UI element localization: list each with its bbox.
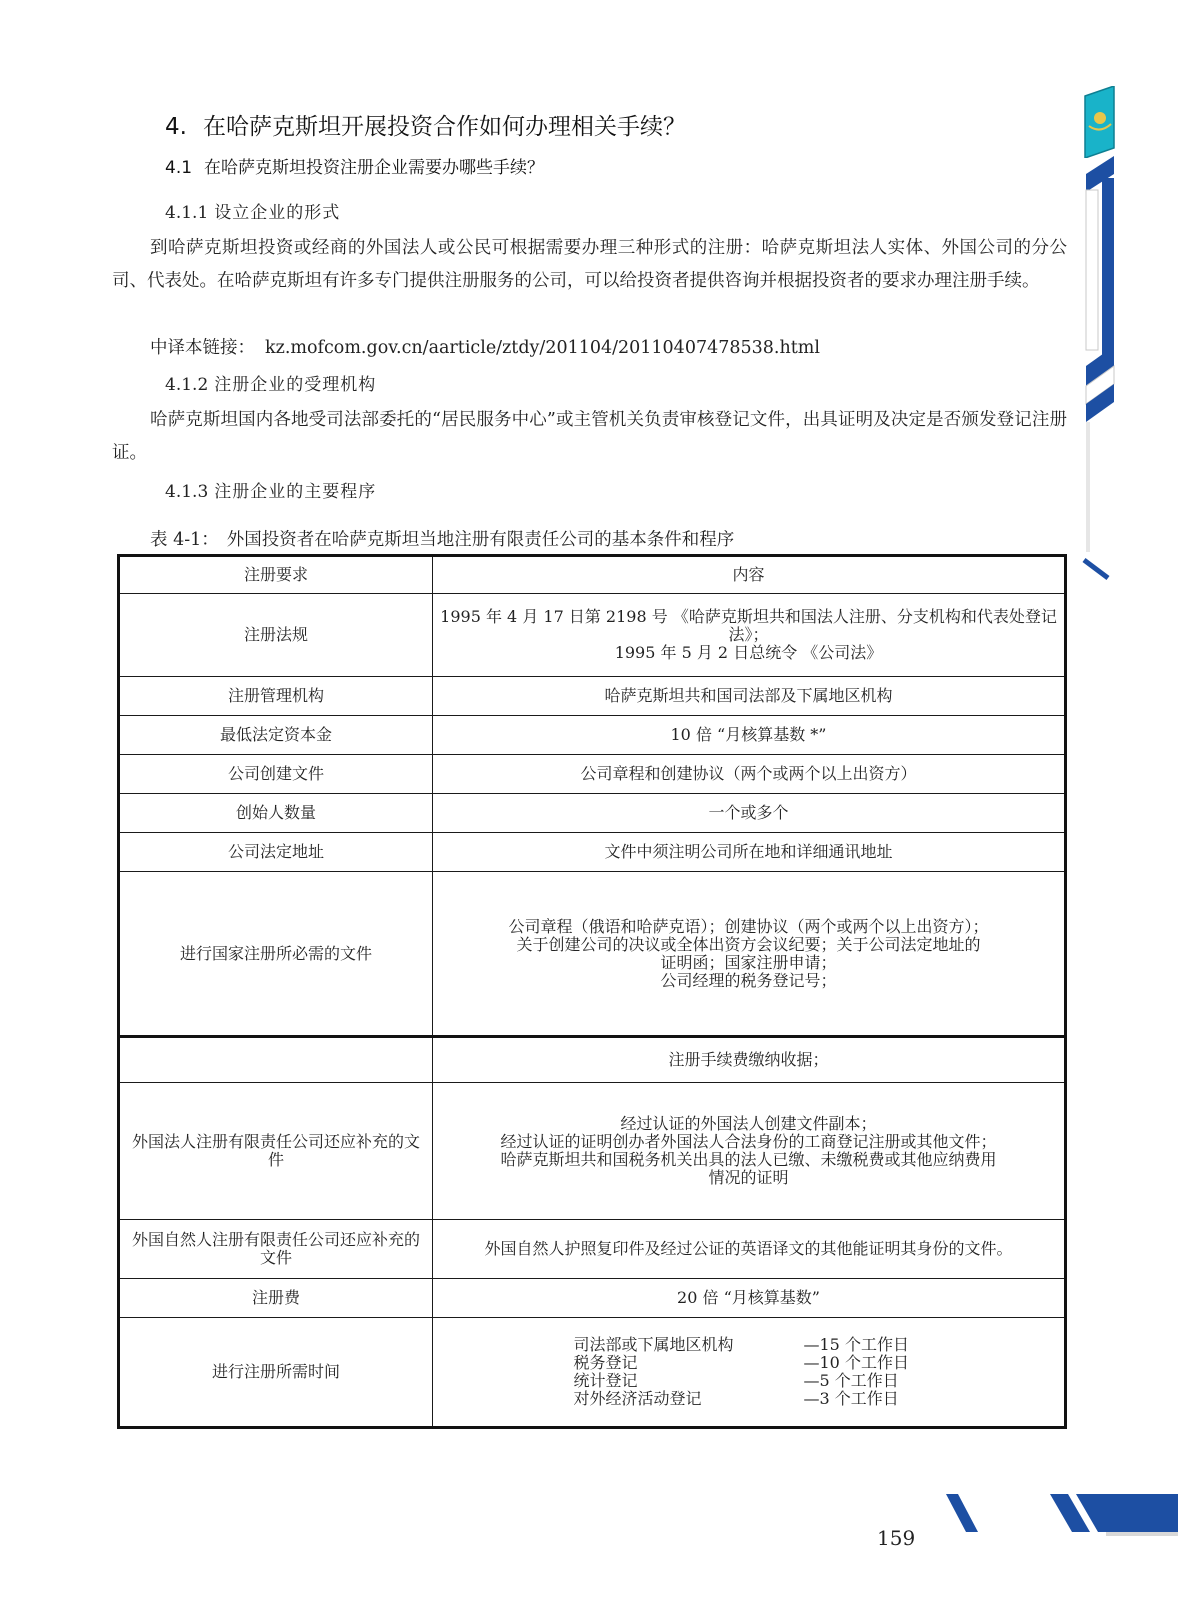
requirement-cell: 外国法人注册有限责任公司还应补充的文件 bbox=[119, 1083, 433, 1220]
requirement-cell bbox=[119, 1037, 433, 1083]
subsection-title: 注册企业的受理机构 bbox=[214, 375, 377, 395]
content-line: 情况的证明 bbox=[708, 1168, 789, 1187]
subsection-title: 设立企业的形式 bbox=[214, 203, 341, 223]
link-label: 中译本链接： bbox=[150, 338, 255, 358]
content-cell bbox=[433, 1083, 1066, 1220]
table-row bbox=[119, 677, 1066, 716]
time-item-org: 对外经济活动登记 bbox=[573, 1389, 702, 1408]
content-line: 经过认证的外国法人创建文件副本； bbox=[620, 1114, 877, 1133]
time-item-org: 税务登记 bbox=[573, 1353, 638, 1372]
table-row bbox=[119, 1083, 1066, 1220]
content-line: 关于创建公司的决议或全体出资方会议纪要；关于公司法定地址的 bbox=[516, 934, 981, 954]
requirement-cell: 创始人数量 bbox=[119, 794, 433, 833]
bottom-blue-stripes-icon bbox=[940, 1488, 1178, 1538]
time-item-days: —15 个工作日 bbox=[803, 1335, 909, 1354]
content-line: 哈萨克斯坦共和国税务机关出具的法人已缴、未缴税费或其他应纳费用 bbox=[500, 1150, 997, 1169]
time-item-org: 统计登记 bbox=[573, 1371, 638, 1390]
section-number: 4.1 bbox=[165, 158, 193, 178]
time-item-days: —3 个工作日 bbox=[803, 1389, 899, 1408]
table-row-processing-time bbox=[119, 1318, 1066, 1428]
time-item-days: —5 个工作日 bbox=[803, 1371, 899, 1390]
paragraph-registration-authority: 哈萨克斯坦国内各地受司法部委托的“居民服务中心”或主管机关负责审核登记文件，出具证明及决定是否颁发登记注册证。 bbox=[112, 410, 1067, 463]
subsection-number: 4.1.1 bbox=[165, 203, 209, 223]
content-cell: 10 倍 “月核算基数 *” bbox=[433, 716, 1066, 755]
content-cell: 公司章程和创建协议（两个或两个以上出资方） bbox=[433, 755, 1066, 794]
paragraph-registration-forms: 到哈萨克斯坦投资或经商的外国法人或公民可根据需要办理三种形式的注册：哈萨克斯坦法人实体、外国公司的分公司、代表处。在哈萨克斯坦有许多专门提供注册服务的公司，可以给投资者提供咨询并根据投资者的要求办理注册手续。 bbox=[112, 238, 1067, 291]
content-line: 1995 年 5 月 2 日总统令 《公司法》 bbox=[614, 643, 883, 662]
content-cell bbox=[433, 594, 1066, 677]
content-line: 证明函；国家注册申请； bbox=[660, 952, 837, 972]
content-line: 公司章程（俄语和哈萨克语）；创建协议（两个或两个以上出资方）； bbox=[508, 916, 989, 936]
content-cell: 一个或多个 bbox=[433, 794, 1066, 833]
requirement-cell: 注册管理机构 bbox=[119, 677, 433, 716]
time-item-org: 司法部或下属地区机构 bbox=[573, 1335, 734, 1354]
chapter-title: 在哈萨克斯坦开展投资合作如何办理相关手续？ bbox=[202, 114, 686, 140]
blue-side-stripe-icon bbox=[1080, 150, 1120, 590]
requirement-cell: 外国自然人注册有限责任公司还应补充的文件 bbox=[119, 1220, 433, 1279]
translation-link-line bbox=[150, 334, 820, 359]
kazakhstan-flag-badge-icon bbox=[1080, 86, 1120, 158]
table-row bbox=[119, 1220, 1066, 1279]
table-row bbox=[119, 716, 1066, 755]
content-cell: 文件中须注明公司所在地和详细通讯地址 bbox=[433, 833, 1066, 872]
table-row bbox=[119, 833, 1066, 872]
table-row bbox=[119, 594, 1066, 677]
processing-time-list bbox=[574, 1336, 924, 1408]
requirement-cell: 进行国家注册所必需的文件 bbox=[119, 872, 433, 1037]
content-cell: 外国自然人护照复印件及经过公证的英语译文的其他能证明其身份的文件。 bbox=[433, 1220, 1066, 1279]
table-caption-label: 表 4-1： bbox=[150, 530, 219, 550]
time-item-days: —10 个工作日 bbox=[803, 1353, 909, 1372]
table-row bbox=[119, 755, 1066, 794]
requirement-cell: 注册法规 bbox=[119, 594, 433, 677]
content-cell bbox=[433, 1318, 1066, 1428]
content-line: 1995 年 4 月 17 日第 2198 号 《哈萨克斯坦共和国法人注册、分支机构和代表处登记法》； bbox=[440, 607, 1057, 644]
requirement-cell: 最低法定资本金 bbox=[119, 716, 433, 755]
subsection-heading-4-1-3 bbox=[165, 477, 376, 502]
registration-requirements-table bbox=[117, 554, 1067, 1429]
table-header-row bbox=[119, 556, 1066, 594]
table-row bbox=[119, 794, 1066, 833]
table-row bbox=[119, 872, 1066, 1037]
content-line: 公司经理的税务登记号； bbox=[660, 970, 837, 990]
table-caption bbox=[150, 526, 734, 551]
table-caption-text: 外国投资者在哈萨克斯坦当地注册有限责任公司的基本条件和程序 bbox=[226, 530, 735, 550]
content-cell: 哈萨克斯坦共和国司法部及下属地区机构 bbox=[433, 677, 1066, 716]
table-row bbox=[119, 1279, 1066, 1318]
content-line: 经过认证的证明创办者外国法人合法身份的工商登记注册或其他文件； bbox=[500, 1132, 997, 1151]
section-heading bbox=[165, 153, 544, 178]
table-row bbox=[119, 1037, 1066, 1083]
chapter-number: 4. bbox=[165, 114, 187, 140]
content-cell: 20 倍 “月核算基数” bbox=[433, 1279, 1066, 1318]
translation-link[interactable]: kz.mofcom.gov.cn/aarticle/ztdy/201104/20110407478538.html bbox=[265, 338, 820, 358]
chapter-heading bbox=[165, 108, 686, 141]
content-cell bbox=[433, 872, 1066, 1037]
column-header-content: 内容 bbox=[433, 556, 1066, 594]
subsection-heading-4-1-2 bbox=[165, 370, 376, 395]
requirement-cell: 注册费 bbox=[119, 1279, 433, 1318]
requirement-cell: 进行注册所需时间 bbox=[119, 1318, 433, 1428]
subsection-title: 注册企业的主要程序 bbox=[214, 482, 377, 502]
content-cell: 注册手续费缴纳收据； bbox=[433, 1037, 1066, 1083]
subsection-heading-4-1-1 bbox=[165, 198, 340, 223]
requirement-cell: 公司创建文件 bbox=[119, 755, 433, 794]
requirement-cell: 公司法定地址 bbox=[119, 833, 433, 872]
subsection-number: 4.1.2 bbox=[165, 375, 209, 395]
section-title: 在哈萨克斯坦投资注册企业需要办哪些手续？ bbox=[204, 158, 545, 178]
page-number: 159 bbox=[877, 1526, 916, 1550]
column-header-requirement: 注册要求 bbox=[119, 556, 433, 594]
subsection-number: 4.1.3 bbox=[165, 482, 209, 502]
